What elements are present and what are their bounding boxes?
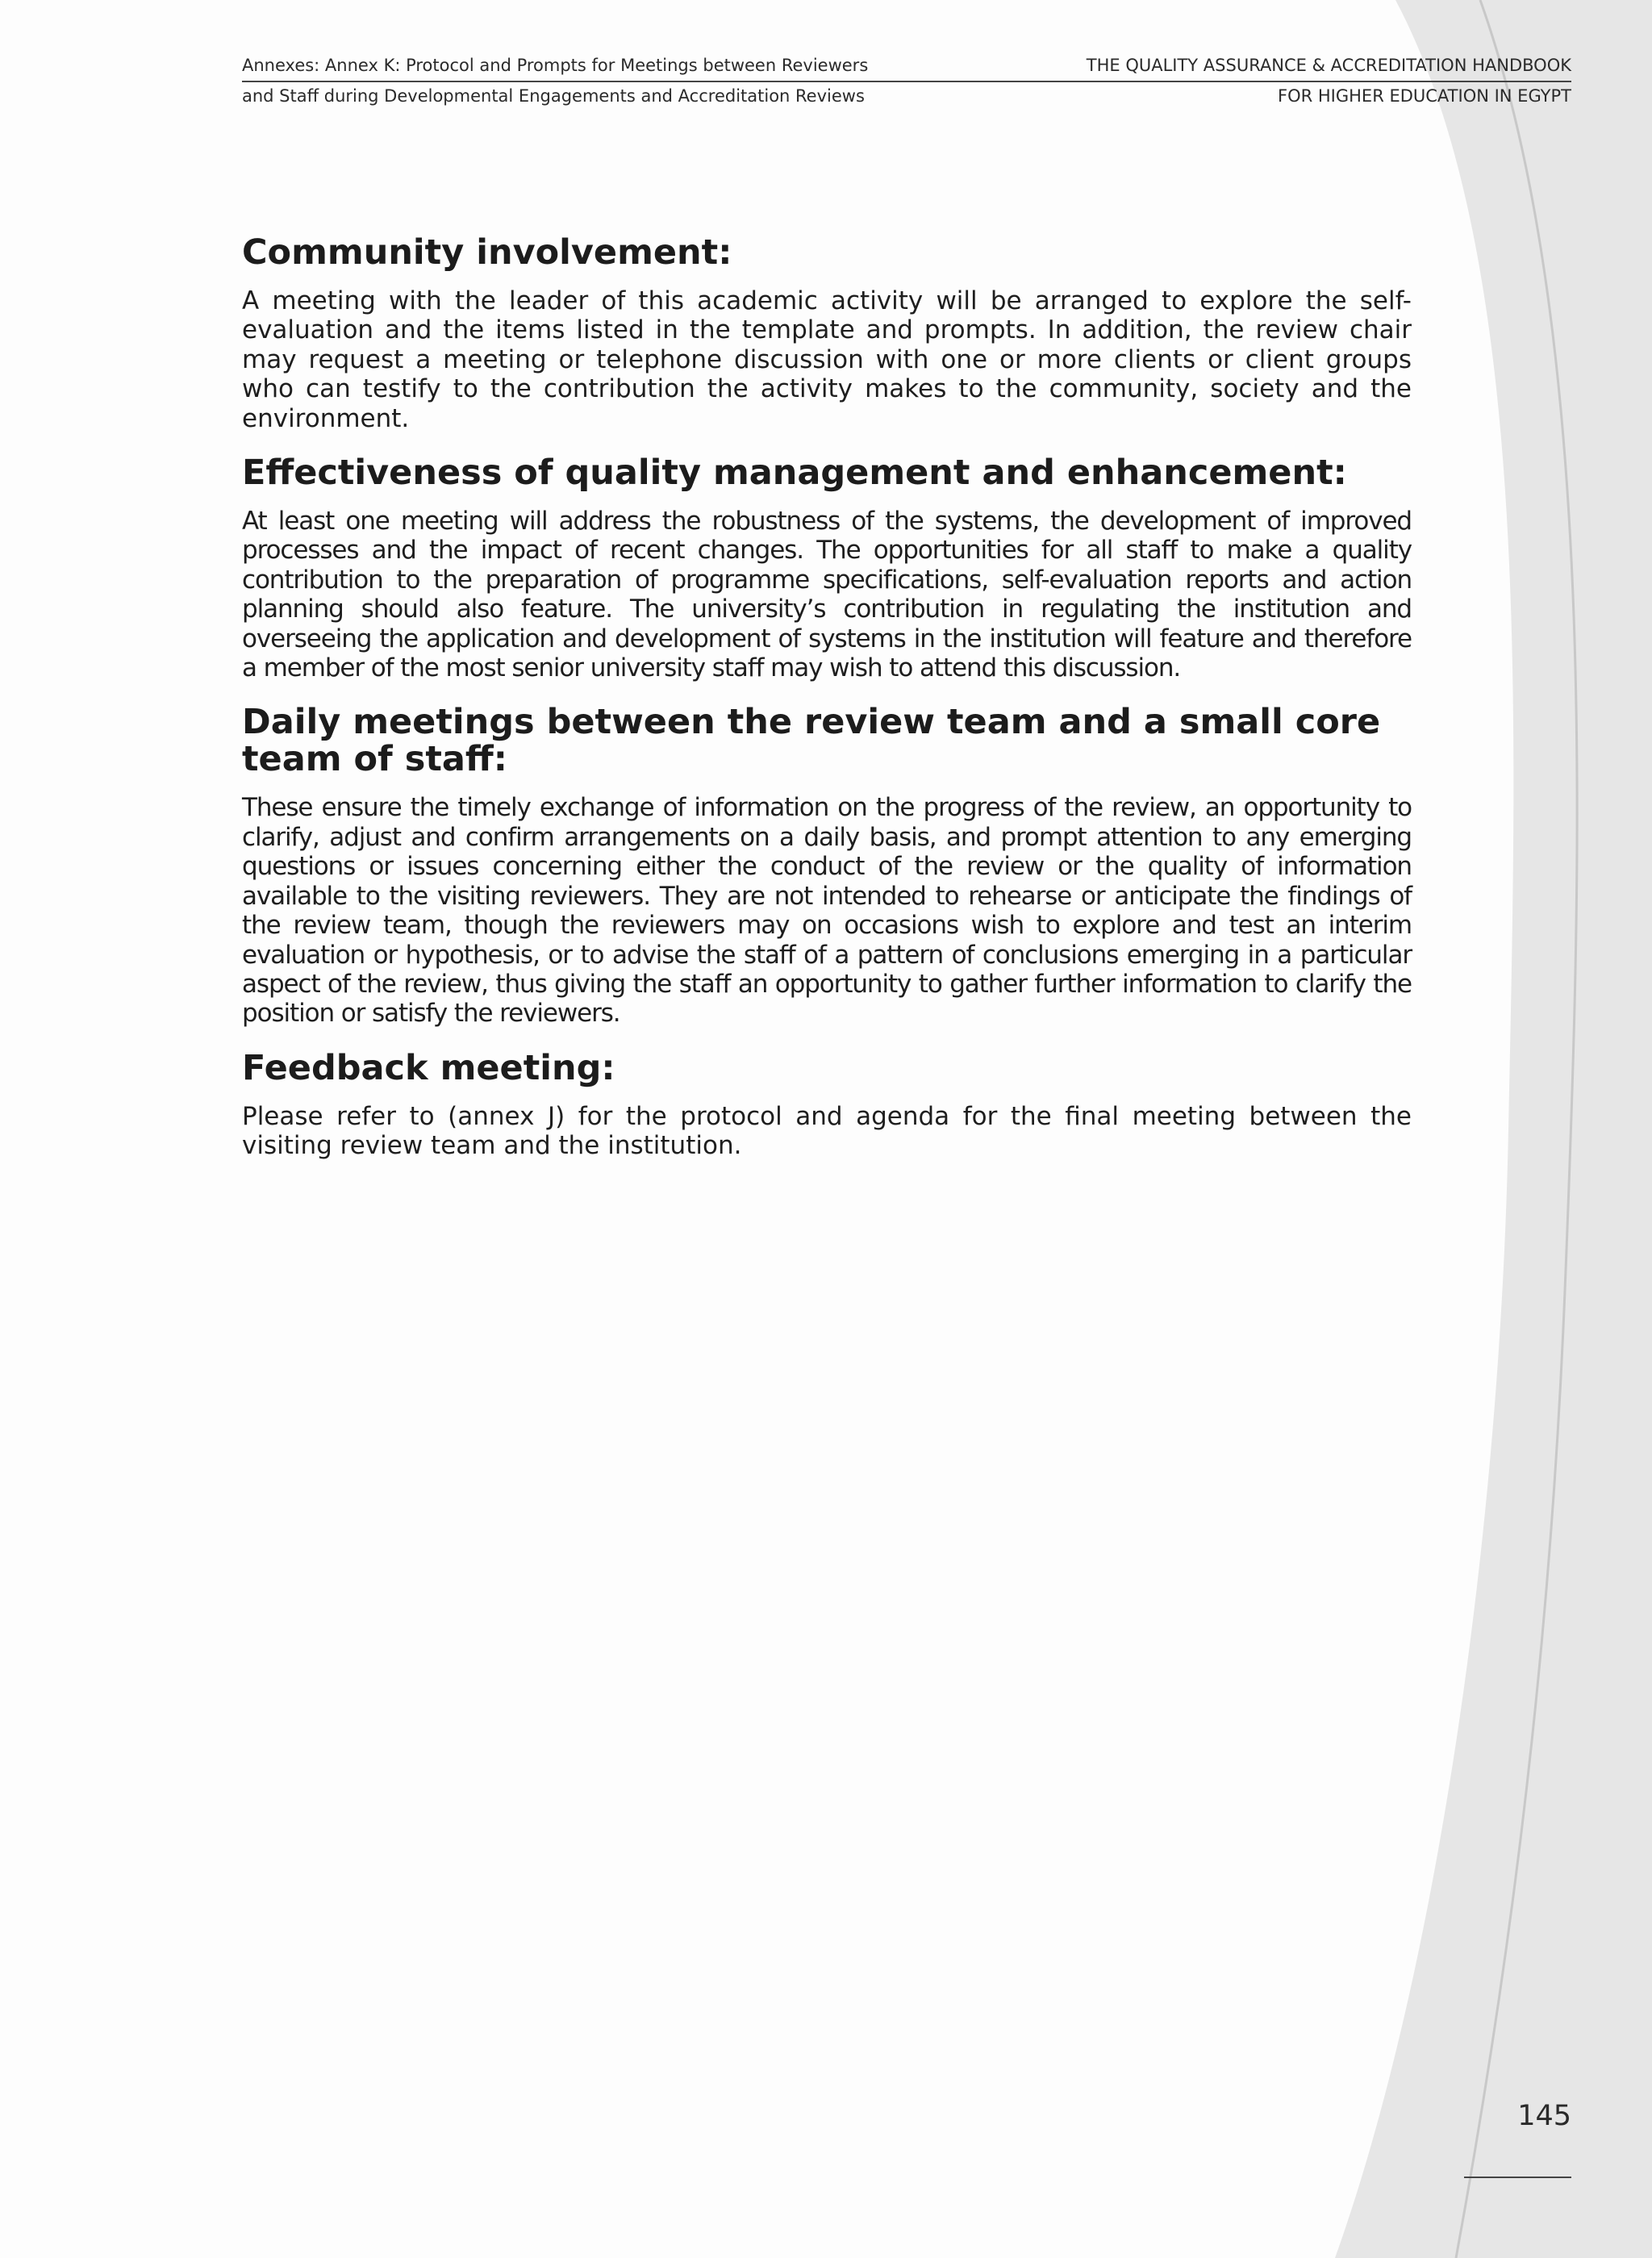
header-divider	[242, 81, 1571, 82]
running-header-chapter-line2: and Staff during Developmental Engagements and Accreditation Reviews	[242, 86, 865, 106]
section-heading: Daily meetings between the review team and a small core team of staff:	[242, 702, 1381, 780]
section-body: These ensure the timely exchange of information on the progress of the review, an opportunity to clarify, adjust and confirm arrangements on a daily basis, and prompt attention to any emerging questions or issues concerning either the conduct of the review or the quality of information available to the visiting reviewers. They are not intended to rehearse or anticipate the findings of the review team, though the reviewers may on occasions wish to explore and test an interim evaluation or hypothesis, or to advise the staff of a pattern of conclusions emerging in a particular aspect of the review, thus giving the staff an opportunity to gather further information to clarify the position or satisfy the reviewers.	[242, 793, 1412, 1029]
section-feedback-meeting	[242, 1047, 1412, 1161]
section-heading: Community involvement:	[242, 232, 732, 273]
section-body: Please refer to (annex J) for the protocol and agenda for the final meeting between the visiting review team and the institution.	[242, 1101, 1412, 1161]
running-header-book-title-line1: THE QUALITY ASSURANCE & ACCREDITATION HANDBOOK	[1086, 56, 1571, 75]
section-body: A meeting with the leader of this academic activity will be arranged to explore the self-evaluation and the items listed in the template and prompts. In addition, the review chair may request a meeting or telephone discussion with one or more clients or client groups who can testify to the contribution the activity makes to the community, society and the environment.	[242, 286, 1412, 433]
section-heading: Feedback meeting:	[242, 1047, 615, 1088]
running-header-chapter-line1: Annexes: Annex K: Protocol and Prompts for Meetings between Reviewers	[242, 56, 869, 75]
page-number: 145	[1517, 2100, 1571, 2132]
main-content	[242, 234, 1412, 1182]
section-daily-meetings	[242, 703, 1412, 1028]
section-community-involvement	[242, 234, 1412, 433]
section-heading: Effectiveness of quality management and enhancement:	[242, 453, 1347, 494]
page-number-underline	[1464, 2177, 1571, 2178]
section-quality-management	[242, 454, 1412, 682]
section-body: At least one meeting will address the robustness of the systems, the development of improved processes and the impact of recent changes. The opportunities for all staff to make a quality contribution to the preparation of programme specifications, self-evaluation reports and action planning should also feature. The university’s contribution in regulating the institution and overseeing the application and development of systems in the institution will feature and therefore a member of the most senior university staff may wish to attend this discussion.	[242, 507, 1412, 683]
running-header-book-title-line2: FOR HIGHER EDUCATION IN EGYPT	[1278, 86, 1571, 106]
